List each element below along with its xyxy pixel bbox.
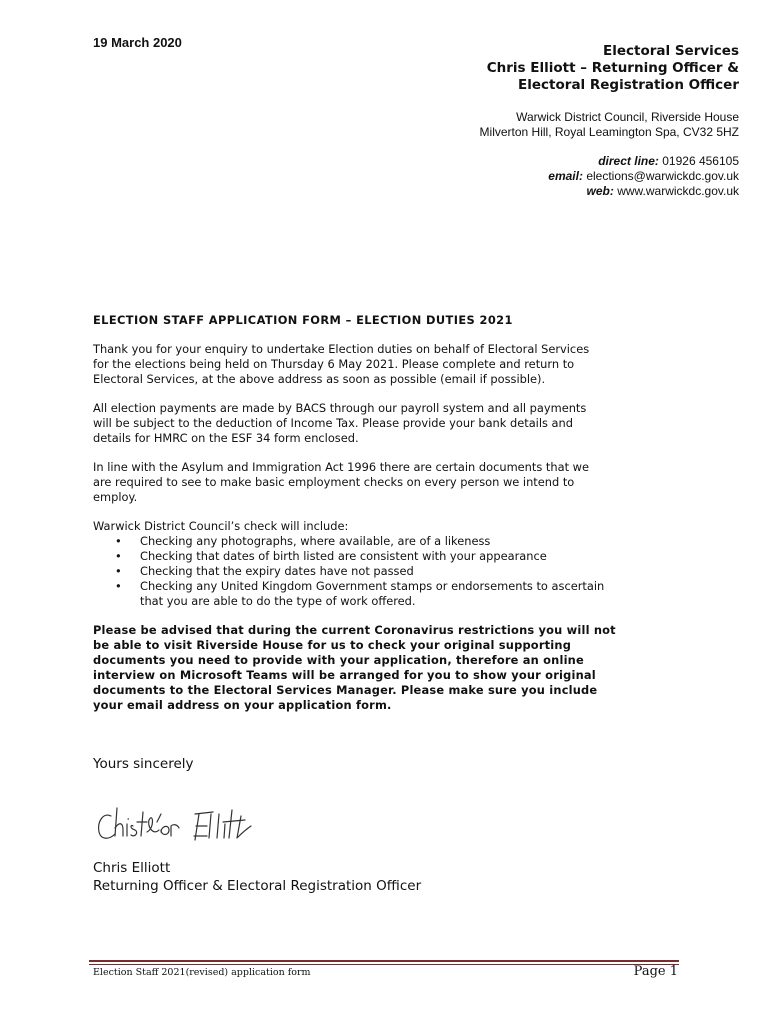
phone-label: direct line: [598,154,659,168]
contact-web [480,184,739,199]
email-value: elections@warwickdc.gov.uk [586,169,739,183]
bullet-icon: • [115,564,122,578]
text-line: documents to the Electoral Services Manager. Please make sure you include [93,683,598,697]
text-line: for the elections being held on Thursday 6 May 2021. Please complete and return to [93,357,575,371]
signer-block [93,859,421,895]
text-line: employ. [93,490,138,504]
text-line: will be subject to the deduction of Income Tax. Please provide your bank details and [93,416,573,430]
officer-line-1: Chris Elliott – Returning Officer & [486,60,739,76]
list-item-text: Checking that the expiry dates have not passed [140,564,414,578]
text-line: In line with the Asylum and Immigration Act 1996 there are certain documents that we [93,460,589,474]
footer-divider-thin [89,964,679,965]
signature-image [95,800,265,848]
closing-salutation: Yours sincerely [93,756,194,772]
list-item [93,564,683,579]
footer-divider [89,960,679,962]
web-value: www.warwickdc.gov.uk [617,184,739,198]
list-item-text: Checking that dates of birth listed are consistent with your appearance [140,549,547,563]
signer-title: Returning Officer & Electoral Registration Officer [93,878,422,894]
bullet-icon: • [115,534,122,548]
text-line: details for HMRC on the ESF 34 form enclosed. [93,431,359,445]
text-line: Electoral Services, at the above address as soon as possible (email if possible). [93,372,546,386]
list-item-text: that you are able to do the type of work offered. [140,594,416,608]
coronavirus-notice [93,623,683,713]
list-item [93,549,683,564]
page-number: Page 1 [633,964,678,979]
list-item-text: Checking any United Kingdom Government stamps or endorsements to ascertain [140,579,605,593]
contact-details [480,154,739,199]
contact-email [480,169,739,184]
list-item [93,534,683,549]
signer-name: Chris Elliott [93,860,171,876]
contact-phone [480,154,739,169]
letter-body [93,313,683,713]
phone-value: 01926 456105 [662,154,739,168]
address-line-2: Milverton Hill, Royal Leamington Spa, CV32 5HZ [479,125,739,139]
letterhead [480,43,739,199]
footer-document-name: Election Staff 2021(revised) application form [93,967,311,978]
checks-intro: Warwick District Council’s check will include: [93,519,349,533]
council-address [480,110,739,140]
form-title: ELECTION STAFF APPLICATION FORM – ELECTION DUTIES 2021 [93,313,513,327]
officer-line-2: Electoral Registration Officer [518,77,739,93]
text-line: Thank you for your enquiry to undertake Election duties on behalf of Electoral Services [93,342,590,356]
text-line: documents you need to provide with your application, therefore an online [93,653,584,667]
handwritten-signature [95,800,265,852]
paragraph-payments [93,401,683,446]
web-label: web: [586,184,614,198]
department-name: Electoral Services [603,43,739,59]
text-line: All election payments are made by BACS through our payroll system and all payments [93,401,587,415]
letter-date: 19 March 2020 [93,35,182,50]
list-item-text: Checking any photographs, where available, are of a likeness [140,534,491,548]
paragraph-immigration [93,460,683,505]
text-line: are required to see to make basic employment checks on every person we intend to [93,475,575,489]
list-item [93,579,683,609]
text-line: interview on Microsoft Teams will be arranged for you to show your original [93,668,596,682]
text-line: your email address on your application form. [93,698,392,712]
text-line: be able to visit Riverside House for us to check your original supporting [93,638,572,652]
text-line: Please be advised that during the current Coronavirus restrictions you will not [93,623,616,637]
bullet-icon: • [115,579,122,593]
bullet-icon: • [115,549,122,563]
email-label: email: [548,169,583,183]
paragraph-enquiry [93,342,683,387]
checks-list [93,534,683,609]
address-line-1: Warwick District Council, Riverside House [516,110,739,124]
